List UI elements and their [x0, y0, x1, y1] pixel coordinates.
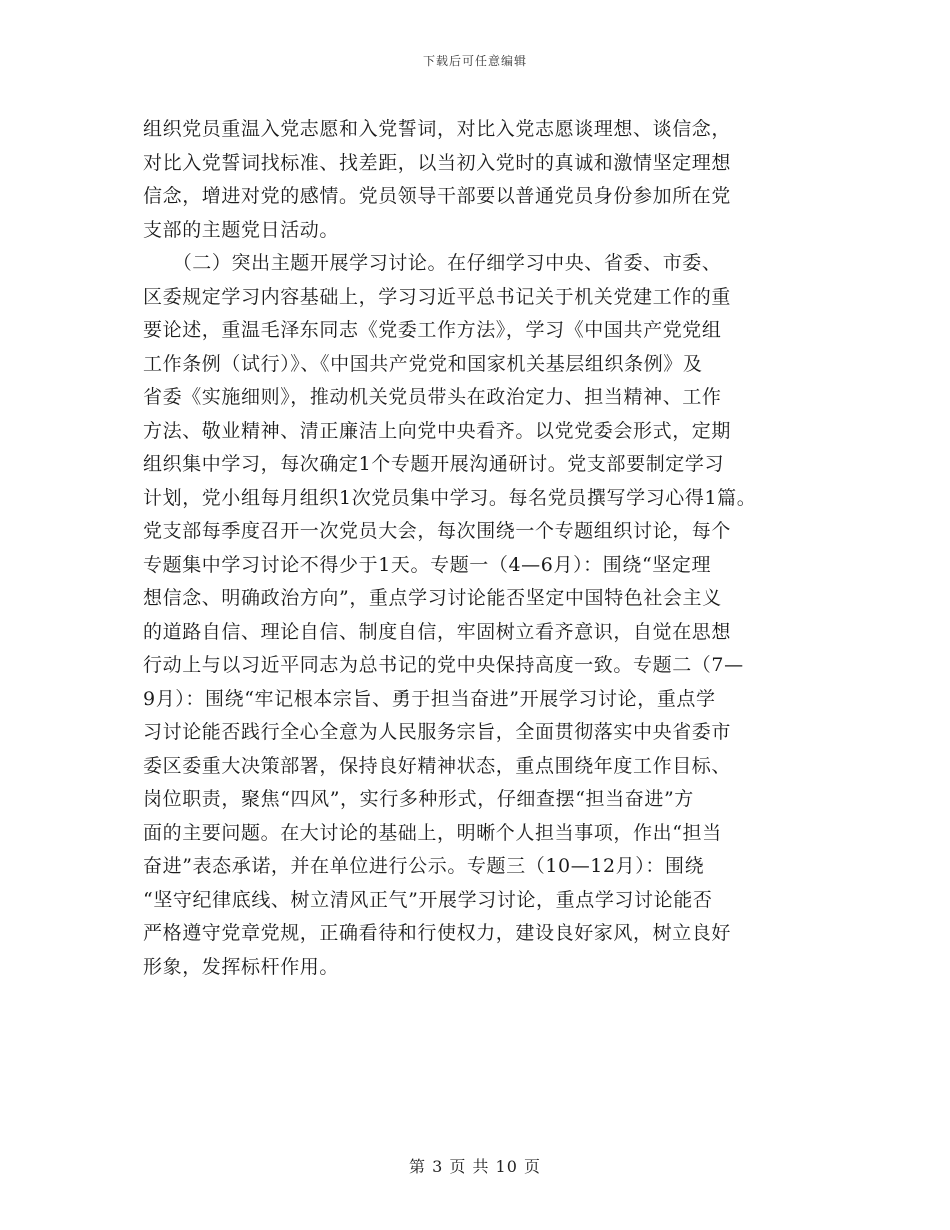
text-line: 工作条例（试行）》、《中国共产党党和国家机关基层组织条例》及 — [143, 352, 703, 375]
text-line: 省委《实施细则》，推动机关党员带头在政治定力、担当精神、工作 — [143, 386, 722, 408]
text-line: 对比入党誓词找标准、找差距，以当初入党时的真诚和激情坚定理想 — [143, 151, 732, 174]
text-line: 的道路自信、理论自信、制度自信，牢固树立看齐意识，自觉在思想 — [143, 620, 732, 643]
body-text — [143, 113, 843, 984]
text-line: 岗位职责，聚焦“四风”，实行多种形式，仔细查摆“担当奋进”方 — [143, 788, 694, 810]
text-line: 行动上与以习近平同志为总书记的党中央保持高度一致。专题二（7— — [143, 654, 744, 676]
text-line: 委区委重大决策部署，保持良好精神状态，重点围绕年度工作目标、 — [143, 754, 732, 777]
text-line: 习讨论能否践行全心全意为人民服务宗旨，全面贯彻落实中央省委市 — [143, 721, 732, 743]
text-line: 组织集中学习，每次确定1个专题开展沟通研讨。党支部要制定学习 — [143, 453, 725, 475]
text-line: 面的主要问题。在大讨论的基础上，明晰个人担当事项，作出“担当 — [143, 821, 722, 844]
text-line: 组织党员重温入党志愿和入党誓词，对比入党志愿谈理想、谈信念， — [143, 118, 732, 140]
text-line: 区委规定学习内容基础上，学习习近平总书记关于机关党建工作的重 — [143, 285, 732, 308]
text-line: 严格遵守党章党规，正确看待和行使权力，建设良好家风，树立良好 — [143, 922, 732, 944]
text-line: 想信念、明确政治方向”，重点学习讨论能否坚定中国特色社会主义 — [143, 587, 722, 609]
text-line: 专题集中学习讨论不得少于1天。专题一（4—6月）：围绕“坚定理 — [143, 553, 712, 576]
text-line: 奋进”表态承诺，并在单位进行公示。专题三（10—12月）：围绕 — [143, 855, 705, 877]
page-number-footer: 第 3 页 共 10 页 — [409, 1157, 541, 1176]
text-line: 9月）：围绕“牢记根本宗旨、勇于担当奋进”开展学习讨论，重点学 — [143, 687, 716, 710]
page-header-note: 下载后可任意编辑 — [422, 54, 527, 68]
text-line: 要论述，重温毛泽东同志《党委工作方法》，学习《中国共产党党组 — [143, 319, 722, 341]
text-line: “坚守纪律底线、树立清风正气”开展学习讨论，重点学习讨论能否 — [143, 888, 713, 911]
text-line: 信念，增进对党的感情。党员领导干部要以普通党员身份参加所在党 — [143, 185, 732, 207]
text-line: 支部的主题党日活动。 — [143, 218, 340, 241]
text-line: 方法、敬业精神、清正廉洁上向党中央看齐。以党党委会形式，定期 — [143, 419, 732, 442]
text-line: 形象，发挥标杆作用。 — [143, 955, 340, 978]
text-line: 党支部每季度召开一次党员大会，每次围绕一个专题组织讨论，每个 — [143, 520, 732, 542]
text-line: 计划，党小组每月组织1次党员集中学习。每名党员撰写学习心得1篇。 — [143, 486, 757, 509]
section-heading-line: （二）突出主题开展学习讨论。在仔细学习中央、省委、市委、 — [143, 252, 722, 274]
